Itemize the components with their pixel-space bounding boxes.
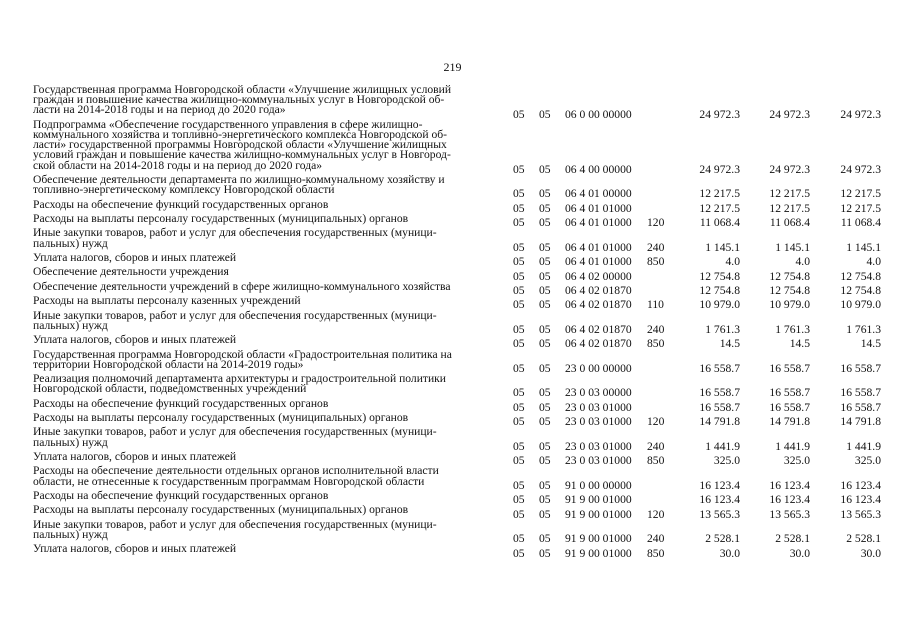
subsection-code: 05 bbox=[539, 283, 551, 297]
row-description: Обеспечение деятельности учреждений в сфере жилищно-коммунального хозяйства bbox=[33, 279, 451, 293]
table-row bbox=[33, 427, 881, 452]
amount-year-3: 325.0 bbox=[854, 454, 881, 468]
target-article-code: 23 0 03 01000 bbox=[565, 454, 632, 468]
amount-year-1: 16 558.7 bbox=[699, 386, 740, 400]
section-code: 05 bbox=[513, 386, 525, 400]
subsection-code: 05 bbox=[539, 546, 551, 560]
row-description: Реализация полномочий департамента архитектуры и градостроительной политики Новгородской области, подведомственных учреждений bbox=[33, 372, 447, 396]
row-description: Расходы на обеспечение функций государственных органов bbox=[33, 396, 329, 410]
section-code: 05 bbox=[513, 546, 525, 560]
target-article-code: 06 4 02 01870 bbox=[565, 283, 632, 297]
table-row bbox=[33, 347, 881, 375]
budget-table bbox=[33, 85, 881, 559]
amount-year-1: 16 123.4 bbox=[699, 478, 740, 492]
amount-year-2: 1 145.1 bbox=[775, 240, 810, 254]
subsection-code: 05 bbox=[539, 337, 551, 351]
row-description: Расходы на выплаты персоналу государственных (муниципальных) органов bbox=[33, 411, 409, 425]
amount-year-2: 16 558.7 bbox=[769, 400, 810, 414]
amount-year-3: 14 791.8 bbox=[840, 415, 881, 429]
amount-year-2: 325.0 bbox=[783, 454, 810, 468]
amount-year-3: 24 972.3 bbox=[840, 162, 881, 176]
amount-year-2: 11 068.4 bbox=[769, 216, 810, 230]
target-article-code: 06 4 01 01000 bbox=[565, 201, 632, 215]
amount-year-2: 30.0 bbox=[789, 546, 810, 560]
expense-type-code: 120 bbox=[647, 216, 665, 230]
amount-year-2: 16 558.7 bbox=[769, 386, 810, 400]
target-article-code: 91 9 00 01000 bbox=[565, 507, 632, 521]
amount-year-1: 12 754.8 bbox=[699, 283, 740, 297]
amount-year-3: 10 979.0 bbox=[840, 298, 881, 312]
target-article-code: 06 0 00 00000 bbox=[565, 107, 632, 121]
amount-year-3: 16 123.4 bbox=[840, 478, 881, 492]
subsection-code: 05 bbox=[539, 201, 551, 215]
row-description: Расходы на обеспечение функций государственных органов bbox=[33, 489, 329, 503]
section-code: 05 bbox=[513, 478, 525, 492]
expense-type-code: 240 bbox=[647, 532, 665, 546]
target-article-code: 23 0 03 01000 bbox=[565, 439, 632, 453]
section-code: 05 bbox=[513, 400, 525, 414]
row-description: Уплата налогов, сборов и иных платежей bbox=[33, 450, 237, 464]
amount-year-2: 12 754.8 bbox=[769, 283, 810, 297]
section-code: 05 bbox=[513, 322, 525, 336]
section-code: 05 bbox=[513, 162, 525, 176]
subsection-code: 05 bbox=[539, 386, 551, 400]
subsection-code: 05 bbox=[539, 415, 551, 429]
amount-year-3: 13 565.3 bbox=[840, 507, 881, 521]
amount-year-3: 16 558.7 bbox=[840, 400, 881, 414]
amount-year-2: 14.5 bbox=[789, 337, 810, 351]
subsection-code: 05 bbox=[539, 478, 551, 492]
amount-year-3: 14.5 bbox=[860, 337, 881, 351]
amount-year-1: 13 565.3 bbox=[699, 507, 740, 521]
expense-type-code: 240 bbox=[647, 240, 665, 254]
amount-year-2: 12 217.5 bbox=[769, 187, 810, 201]
subsection-code: 05 bbox=[539, 255, 551, 269]
target-article-code: 06 4 02 01870 bbox=[565, 322, 632, 336]
row-description: Иные закупки товаров, работ и услуг для обеспечения государственных (муници- пальных) нужд bbox=[33, 517, 437, 542]
table-row bbox=[33, 85, 881, 120]
amount-year-1: 14.5 bbox=[719, 337, 740, 351]
subsection-code: 05 bbox=[539, 532, 551, 546]
expense-type-code: 240 bbox=[647, 322, 665, 336]
amount-year-2: 10 979.0 bbox=[769, 298, 810, 312]
target-article-code: 06 4 02 01870 bbox=[565, 298, 632, 312]
target-article-code: 06 4 01 00000 bbox=[565, 187, 632, 201]
subsection-code: 05 bbox=[539, 439, 551, 453]
section-code: 05 bbox=[513, 493, 525, 507]
row-description: Расходы на выплаты персоналу государственных (муниципальных) органов bbox=[33, 503, 409, 517]
table-row bbox=[33, 517, 881, 546]
row-description: Расходы на обеспечение функций государственных органов bbox=[33, 197, 329, 211]
target-article-code: 06 4 01 01000 bbox=[565, 240, 632, 254]
target-article-code: 23 0 03 01000 bbox=[565, 415, 632, 429]
subsection-code: 05 bbox=[539, 493, 551, 507]
section-code: 05 bbox=[513, 532, 525, 546]
table-row bbox=[33, 228, 881, 253]
amount-year-3: 16 123.4 bbox=[840, 493, 881, 507]
row-description: Расходы на обеспечение деятельности отдельных органов исполнительной власти области, не отнесенные к государственным программам Новгородской области bbox=[33, 464, 439, 488]
subsection-code: 05 bbox=[539, 361, 551, 375]
amount-year-1: 30.0 bbox=[719, 546, 740, 560]
expense-type-code: 120 bbox=[647, 507, 665, 521]
amount-year-2: 24 972.3 bbox=[769, 162, 810, 176]
subsection-code: 05 bbox=[539, 454, 551, 468]
amount-year-1: 24 972.3 bbox=[699, 162, 740, 176]
section-code: 05 bbox=[513, 361, 525, 375]
amount-year-1: 16 123.4 bbox=[699, 493, 740, 507]
table-row bbox=[33, 172, 881, 201]
amount-year-3: 24 972.3 bbox=[840, 107, 881, 121]
amount-year-2: 16 123.4 bbox=[769, 478, 810, 492]
amount-year-2: 12 754.8 bbox=[769, 269, 810, 283]
amount-year-1: 12 217.5 bbox=[699, 187, 740, 201]
amount-year-2: 1 761.3 bbox=[775, 322, 810, 336]
table-row bbox=[33, 544, 881, 558]
subsection-code: 05 bbox=[539, 507, 551, 521]
row-description: Уплата налогов, сборов и иных платежей bbox=[33, 250, 237, 264]
subsection-code: 05 bbox=[539, 162, 551, 176]
row-description: Иные закупки товаров, работ и услуг для обеспечения государственных (муници- пальных) нужд bbox=[33, 226, 437, 250]
target-article-code: 91 9 00 01000 bbox=[565, 493, 632, 507]
amount-year-3: 1 145.1 bbox=[846, 240, 881, 254]
target-article-code: 91 0 00 00000 bbox=[565, 478, 632, 492]
section-code: 05 bbox=[513, 439, 525, 453]
amount-year-1: 14 791.8 bbox=[699, 415, 740, 429]
section-code: 05 bbox=[513, 507, 525, 521]
target-article-code: 23 0 03 01000 bbox=[565, 400, 632, 414]
amount-year-1: 1 145.1 bbox=[705, 240, 740, 254]
row-description: Иные закупки товаров, работ и услуг для обеспечения государственных (муници- пальных) нужд bbox=[33, 308, 437, 332]
amount-year-3: 4.0 bbox=[866, 255, 881, 269]
amount-year-3: 16 558.7 bbox=[840, 386, 881, 400]
amount-year-3: 30.0 bbox=[860, 546, 881, 560]
amount-year-3: 2 528.1 bbox=[846, 532, 881, 546]
subsection-code: 05 bbox=[539, 107, 551, 121]
subsection-code: 05 bbox=[539, 216, 551, 230]
amount-year-3: 12 217.5 bbox=[840, 187, 881, 201]
row-description: Расходы на выплаты персоналу государственных (муниципальных) органов bbox=[33, 211, 409, 225]
section-code: 05 bbox=[513, 255, 525, 269]
target-article-code: 06 4 01 01000 bbox=[565, 216, 632, 230]
row-description: Обеспечение деятельности учреждения bbox=[33, 265, 229, 279]
row-description: Уплата налогов, сборов и иных платежей bbox=[33, 542, 237, 556]
section-code: 05 bbox=[513, 269, 525, 283]
row-description: Государственная программа Новгородской области «Улучшение жилищных условий граждан и повышение качества жилищно-коммунальных услуг в Новгородской об- ласти на 2014-2018 годы и на период до 2020 года» bbox=[33, 83, 452, 117]
row-description: Государственная программа Новгородской области «Градостроительная политика на территории Новгородской области на 2014-2019 годы» bbox=[33, 347, 452, 371]
target-article-code: 06 4 02 01870 bbox=[565, 337, 632, 351]
row-description: Подпрограмма «Обеспечение государственного управления в сфере жилищно- коммунального хозяйства и топливно-энергетического комплекса Новгородской об- ласти» государственной программы Новгородской области «Улучшение жилищных условий граждан и повышение качества жилищно-коммунальных услуг в Новгород- ской области на 2014-2018 годы и на период до 2020 года» bbox=[33, 117, 451, 172]
table-row bbox=[33, 466, 881, 491]
amount-year-1: 1 441.9 bbox=[705, 439, 740, 453]
table-row bbox=[33, 374, 881, 399]
amount-year-1: 10 979.0 bbox=[699, 298, 740, 312]
amount-year-3: 11 068.4 bbox=[840, 216, 881, 230]
subsection-code: 05 bbox=[539, 400, 551, 414]
amount-year-3: 1 441.9 bbox=[846, 439, 881, 453]
page-number: 219 bbox=[443, 60, 462, 74]
amount-year-3: 1 761.3 bbox=[846, 322, 881, 336]
amount-year-3: 16 558.7 bbox=[840, 361, 881, 375]
amount-year-1: 1 761.3 bbox=[705, 322, 740, 336]
amount-year-2: 16 123.4 bbox=[769, 493, 810, 507]
expense-type-code: 120 bbox=[647, 415, 665, 429]
expense-type-code: 110 bbox=[647, 298, 664, 312]
amount-year-1: 4.0 bbox=[725, 255, 740, 269]
subsection-code: 05 bbox=[539, 298, 551, 312]
section-code: 05 bbox=[513, 201, 525, 215]
amount-year-1: 2 528.1 bbox=[705, 532, 740, 546]
amount-year-2: 13 565.3 bbox=[769, 507, 810, 521]
section-code: 05 bbox=[513, 240, 525, 254]
subsection-code: 05 bbox=[539, 187, 551, 201]
expense-type-code: 850 bbox=[647, 255, 665, 269]
section-code: 05 bbox=[513, 283, 525, 297]
section-code: 05 bbox=[513, 454, 525, 468]
expense-type-code: 240 bbox=[647, 439, 665, 453]
amount-year-3: 12 217.5 bbox=[840, 201, 881, 215]
table-row bbox=[33, 308, 881, 336]
expense-type-code: 850 bbox=[647, 454, 665, 468]
section-code: 05 bbox=[513, 415, 525, 429]
amount-year-2: 16 558.7 bbox=[769, 361, 810, 375]
section-code: 05 bbox=[513, 337, 525, 351]
subsection-code: 05 bbox=[539, 322, 551, 336]
amount-year-2: 14 791.8 bbox=[769, 415, 810, 429]
subsection-code: 05 bbox=[539, 240, 551, 254]
row-description: Расходы на выплаты персоналу казенных учреждений bbox=[33, 294, 301, 308]
expense-type-code: 850 bbox=[647, 546, 665, 560]
target-article-code: 06 4 00 00000 bbox=[565, 162, 632, 176]
amount-year-3: 12 754.8 bbox=[840, 269, 881, 283]
amount-year-1: 16 558.7 bbox=[699, 400, 740, 414]
amount-year-2: 1 441.9 bbox=[775, 439, 810, 453]
target-article-code: 23 0 03 00000 bbox=[565, 386, 632, 400]
section-code: 05 bbox=[513, 187, 525, 201]
target-article-code: 91 9 00 01000 bbox=[565, 532, 632, 546]
amount-year-1: 325.0 bbox=[713, 454, 740, 468]
target-article-code: 06 4 02 00000 bbox=[565, 269, 632, 283]
amount-year-2: 4.0 bbox=[795, 255, 810, 269]
row-description: Иные закупки товаров, работ и услуг для обеспечения государственных (муници- пальных) нужд bbox=[33, 425, 437, 449]
table-row bbox=[33, 117, 881, 176]
expense-type-code: 850 bbox=[647, 337, 665, 351]
row-description: Уплата налогов, сборов и иных платежей bbox=[33, 333, 237, 347]
section-code: 05 bbox=[513, 216, 525, 230]
target-article-code: 91 9 00 01000 bbox=[565, 546, 632, 560]
amount-year-1: 12 217.5 bbox=[699, 201, 740, 215]
amount-year-2: 2 528.1 bbox=[775, 532, 810, 546]
section-code: 05 bbox=[513, 298, 525, 312]
amount-year-2: 24 972.3 bbox=[769, 107, 810, 121]
section-code: 05 bbox=[513, 107, 525, 121]
target-article-code: 06 4 01 01000 bbox=[565, 255, 632, 269]
amount-year-1: 12 754.8 bbox=[699, 269, 740, 283]
amount-year-1: 16 558.7 bbox=[699, 361, 740, 375]
amount-year-2: 12 217.5 bbox=[769, 201, 810, 215]
row-description: Обеспечение деятельности департамента по жилищно-коммунальному хозяйству и топливно-энергетическому комплексу Новгородской области bbox=[33, 172, 445, 197]
amount-year-3: 12 754.8 bbox=[840, 283, 881, 297]
amount-year-1: 24 972.3 bbox=[699, 107, 740, 121]
subsection-code: 05 bbox=[539, 269, 551, 283]
target-article-code: 23 0 00 00000 bbox=[565, 361, 632, 375]
amount-year-1: 11 068.4 bbox=[699, 216, 740, 230]
